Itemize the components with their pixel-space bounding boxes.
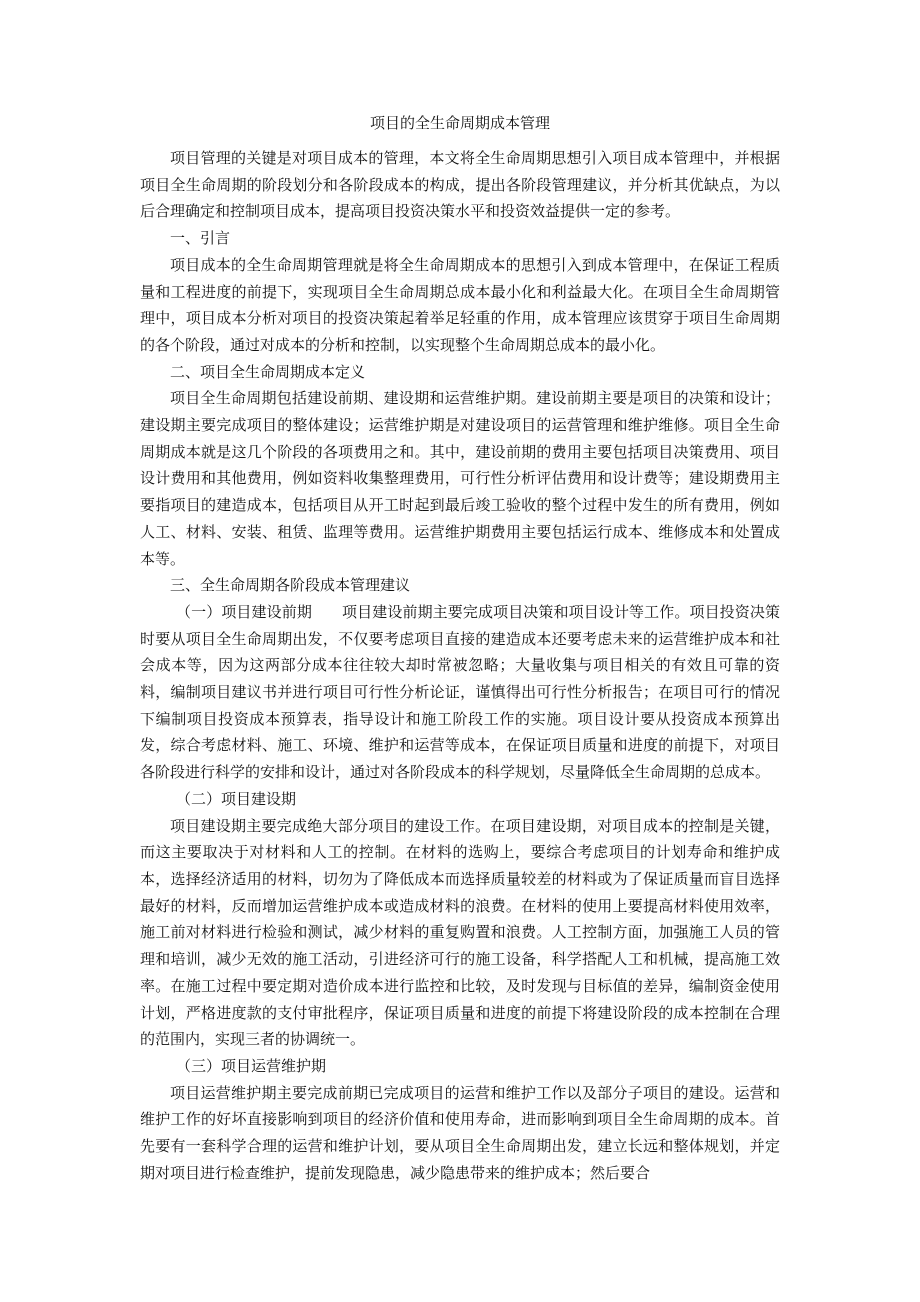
document-page — [140, 110, 780, 1186]
subsection-3-heading: （三）项目运营维护期 — [176, 1056, 327, 1075]
section-1-body: 项目成本的全生命周期管理就是将全生命周期成本的思想引入到成本管理中，在保证工程质量和工程进度的前提下，实现项目全生命周期总成本最小化和利益最大化。在项目全生命周期管理中，项目成本分析对项目的投资决策起着举足轻重的作用，成本管理应该贯穿于项目生命周期的各个阶段，通过对成本的分析和控制，以实现整个生命周期总成本的最小化。 — [140, 255, 780, 354]
subsection-2-heading: （二）项目建设期 — [176, 789, 297, 808]
subsection-1-body: 项目建设前期主要完成项目决策和项目设计等工作。项目投资决策时要从项目全生命周期出发，不仅要考虑项目直接的建造成本还要考虑未来的运营维护成本和社会成本等，因为这两部分成本往往较大却时常被忽略；大量收集与项目相关的有效且可靠的资料，编制项目建议书并进行项目可行性分析论证，谨慎得出可行性分析报告；在项目可行的情况下编制项目投资成本预算表，指导设计和施工阶段工作的实施。项目设计要从投资成本预算出发，综合考虑材料、施工、环境、维护和运营等成本，在保证项目质量和进度的前提下，对项目各阶段进行科学的安排和设计，通过对各阶段成本的科学规划，尽量降低全生命周期的总成本。 — [140, 602, 780, 782]
subsection-1-heading: （一）项目建设前期 — [176, 602, 312, 621]
abstract-paragraph: 项目管理的关键是对项目成本的管理，本文将全生命周期思想引入项目成本管理中，并根据项目全生命周期的阶段划分和各阶段成本的构成，提出各阶段管理建议，并分析其优缺点，为以后合理确定和控制项目成本，提高项目投资决策水平和投资效益提供一定的参考。 — [140, 149, 780, 221]
subsection-2-body: 项目建设期主要完成绝大部分项目的建设工作。在项目建设期，对项目成本的控制是关键，而这主要取决于对材料和人工的控制。在材料的选购上，要综合考虑项目的计划寿命和维护成本，选择经济适用的材料，切勿为了降低成本而选择质量较差的材料或为了保证质量而盲目选择最好的材料，反而增加运营维护成本或造成材料的浪费。在材料的使用上要提高材料使用效率，施工前对材料进行检验和测试，减少材料的重复购置和浪费。人工控制方面，加强施工人员的管理和培训，减少无效的施工活动，引进经济可行的施工设备，科学搭配人工和机械，提高施工效率。在施工过程中要定期对造价成本进行监控和比较，及时发现与目标值的差异，编制资金使用计划，严格进度款的支付审批程序，保证项目质量和进度的前提下将建设阶段的成本控制在合理的范围内，实现三者的协调统一。 — [140, 816, 780, 1049]
section-1-heading: 一、引言 — [170, 229, 231, 248]
section-2-heading: 二、项目全生命周期成本定义 — [170, 362, 366, 381]
document-title: 项目的全生命周期成本管理 — [369, 114, 550, 132]
section-2-body: 项目全生命周期包括建设前期、建设期和运营维护期。建设前期主要是项目的决策和设计；建设期主要完成项目的整体建设；运营维护期是对建设项目的运营管理和维护维修。项目全生命周期成本就是这几个阶段的各项费用之和。其中，建设前期的费用主要包括项目决策费用、项目设计费用和其他费用，例如资料收集整理费用，可行性分析评估费用和设计费等；建设期费用主要指项目的建造成本，包括项目从开工时起到最后竣工验收的整个过程中发生的所有费用，例如人工、材料、安装、租赁、监理等费用。运营维护期费用主要包括运行成本、维修成本和处置成本等。 — [140, 389, 780, 568]
section-3-heading: 三、全生命周期各阶段成本管理建议 — [170, 576, 411, 595]
subsection-1-paragraph — [140, 599, 780, 786]
subsection-3-body: 项目运营维护期主要完成前期已完成项目的运营和维护工作以及部分子项目的建设。运营和维护工作的好坏直接影响到项目的经济价值和使用寿命，进而影响到项目全生命周期的成本。首先要有一套科学合理的运营和维护计划，要从项目全生命周期出发，建立长远和整体规划，并定期对项目进行检查维护，提前发现隐患，减少隐患带来的维护成本；然后要合 — [140, 1083, 780, 1182]
